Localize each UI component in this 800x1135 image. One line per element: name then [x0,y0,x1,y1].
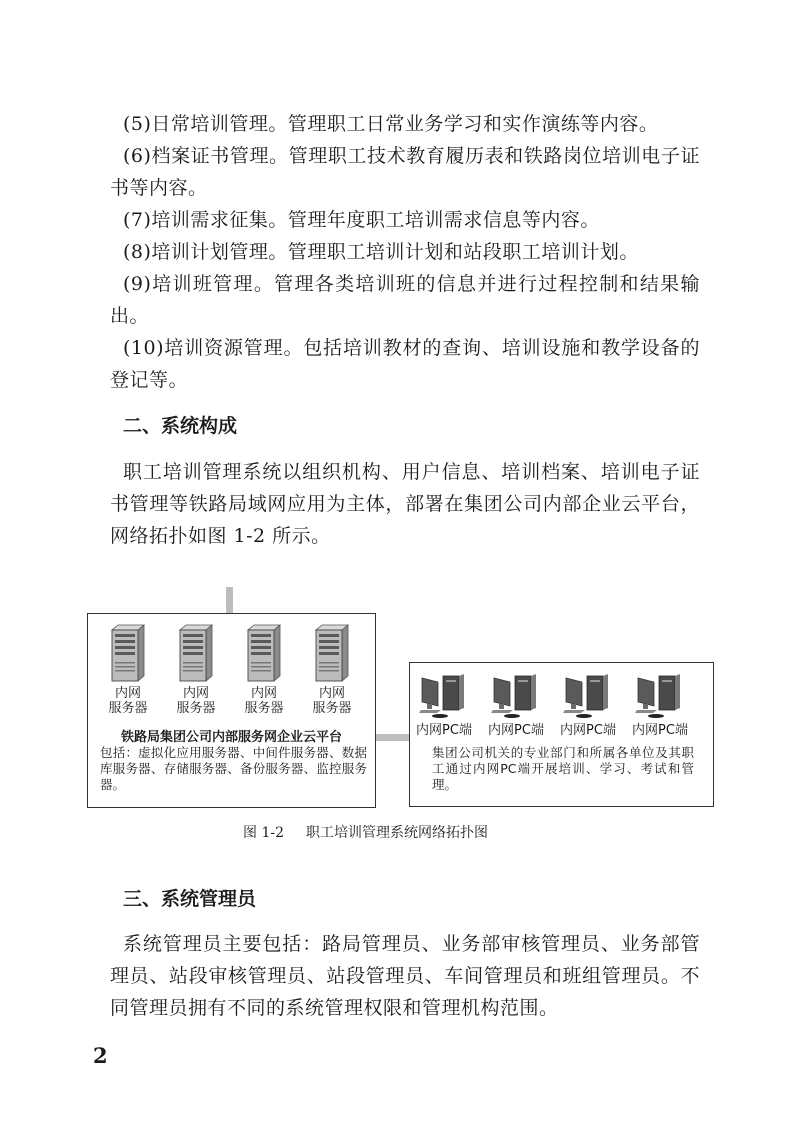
server-label-line2: 服务器 [108,701,148,716]
list-item-8: (8)培训计划管理。管理职工培训计划和站段职工培训计划。 [123,241,639,263]
pc-label: 内网PC端 [416,723,472,738]
pc-icon [635,673,685,719]
server-3 [229,624,299,716]
intranet-pc-box [409,662,714,807]
server-icon [108,624,148,682]
server-label-line2: 服务器 [176,701,216,716]
server-label-line2: 服务器 [312,701,352,716]
list-item-6: (6)档案证书管理。管理职工技术教育履历表和铁路岗位培训电子证书等内容。 [110,145,700,199]
pc-4 [620,673,700,738]
pc-icon [419,673,469,719]
pc-icon [563,673,613,719]
cloud-platform-box [87,613,376,808]
server-1 [93,624,163,716]
pc-label: 内网PC端 [560,723,616,738]
section-body-composition: 职工培训管理系统以组织机构、用户信息、培训档案、培训电子证书管理等铁路局域网应用为主体，部署在集团公司内部企业云平台，网络拓扑如图 1-2 所示。 [110,461,700,547]
list-item-10: (10)培训资源管理。包括培训教材的查询、培训设施和教学设备的登记等。 [110,337,700,391]
server-4 [297,624,367,716]
cloud-platform-title: 铁路局集团公司内部服务网企业云平台 [120,730,342,745]
server-label-line1: 内网 [318,686,345,701]
section-body-administrators: 系统管理员主要包括：路局管理员、业务部审核管理员、业务部管理员、站段审核管理员、站段管理员、车间管理员和班组管理员。不同管理员拥有不同的系统管理权限和管理机构范围。 [110,933,700,1019]
pc-3 [548,673,628,738]
pc-icon [491,673,541,719]
list-item-9: (9)培训班管理。管理各类培训班的信息并进行过程控制和结果输出。 [110,273,700,327]
cloud-platform-description: 包括：虚拟化应用服务器、中间件服务器、数据库服务器、存储服务器、备份服务器、监控服务器。 [100,745,367,792]
section-heading-administrators: 三、系统管理员 [123,888,257,910]
figure-caption-number: 图 1-2 [243,825,284,841]
pc-2 [476,673,556,738]
section-heading-composition: 二、系统构成 [123,415,238,437]
pc-label: 内网PC端 [632,723,688,738]
page-number: 2 [93,1043,108,1068]
intranet-pc-description: 集团公司机关的专业部门和所属各单位及其职工通过内网PC端开展培训、学习、考试和管理。 [432,745,694,792]
uplink-line [226,587,233,614]
pc-1 [404,673,484,738]
server-icon [176,624,216,682]
server-label-line1: 内网 [182,686,209,701]
server-label-line2: 服务器 [244,701,284,716]
pc-label: 内网PC端 [488,723,544,738]
server-2 [161,624,231,716]
server-label-line1: 内网 [114,686,141,701]
server-icon [312,624,352,682]
list-item-7: (7)培训需求征集。管理年度职工培训需求信息等内容。 [123,209,600,231]
list-item-5: (5)日常培训管理。管理职工日常业务学习和实作演练等内容。 [123,113,659,135]
server-label-line1: 内网 [250,686,277,701]
server-icon [244,624,284,682]
figure-caption [243,822,510,842]
figure-caption-text: 职工培训管理系统网络拓扑图 [306,825,488,841]
